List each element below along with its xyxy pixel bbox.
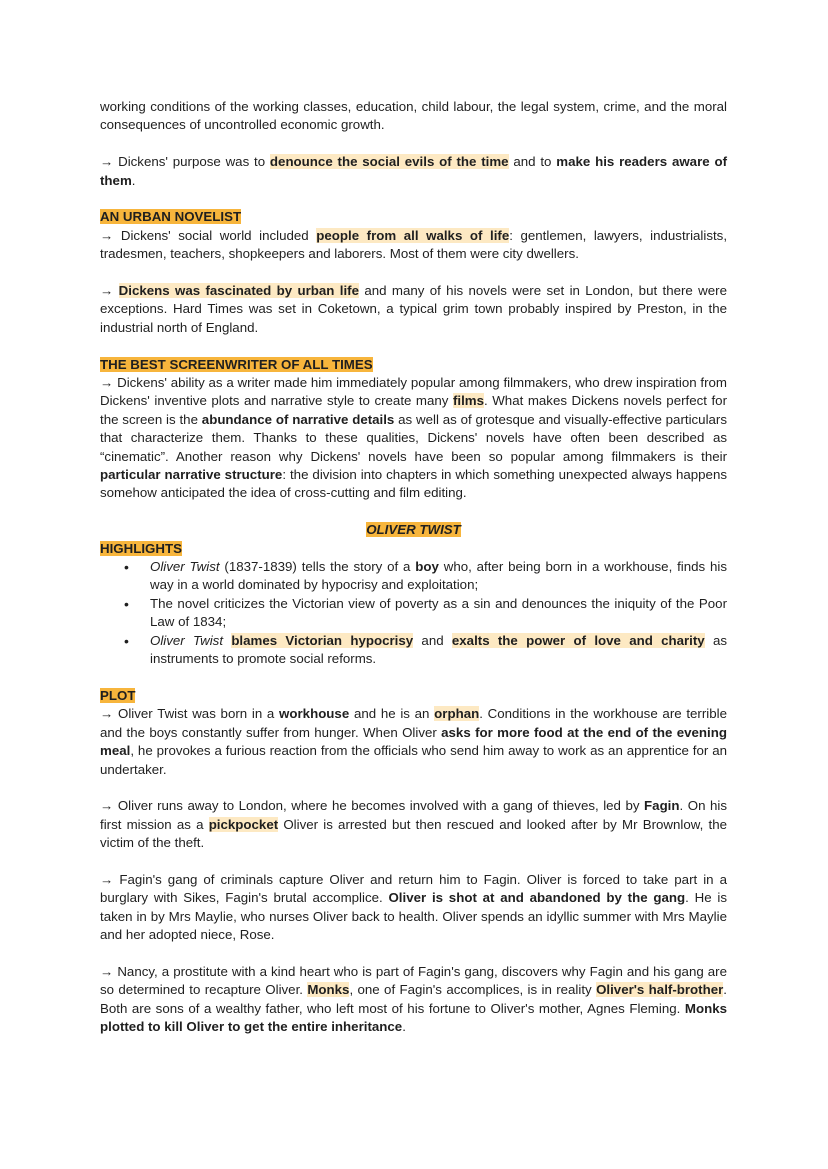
document-page	[100, 98, 727, 1037]
plot-paragraph-3: → Fagin's gang of criminals capture Oliver and return him to Fagin. Oliver is forced to take part in a burglary with Sikes, Fagin's brutal accomplice. Oliver is shot at and abandoned by the gang. He is taken in by Mrs Maylie, who nurses Oliver back to health. Oliver spends an idyllic summer with Mrs Maylie and her adopted niece, Rose.	[100, 871, 727, 943]
urban-paragraph-1: → Dickens' social world included people from all walks of life: gentlemen, lawyers, industrialists, tradesmen, teachers, shopkeepers and laborers. Most of them were city dwellers.	[100, 227, 728, 262]
list-item: • Oliver Twist (1837-1839) tells the story of a boy who, after being born in a workhouse, finds his way in a world dominated by hypocrisy and exploitation;	[150, 558, 727, 595]
plot-paragraph-4: → Nancy, a prostitute with a kind heart who is part of Fagin's gang, discovers why Fagin and his gang are so determined to recapture Oliver. Monks, one of Fagin's accomplices, is in reality Oliver's half-brother. Both are sons of a wealthy father, who left most of his fortune to Oliver's mother, Agnes Fleming. Monks plotted to kill Oliver to get the entire inheritance.	[100, 963, 727, 1035]
highlights-heading: HIGHLIGHTS	[100, 540, 182, 556]
urban-paragraph-2: → Dickens was fascinated by urban life and many of his novels were set in London, but there were exceptions. Hard Times was set in Coketown, a typical grim town probably inspired by Preston, in the industrial north of England.	[100, 283, 727, 335]
purpose-paragraph: → Dickens' purpose was to denounce the social evils of the time and to make his readers aware of them.	[100, 154, 727, 188]
list-item: • Oliver Twist blames Victorian hypocrisy and exalts the power of love and charity as instruments to promote social reforms.	[150, 632, 727, 669]
highlights-list	[100, 558, 727, 668]
plot-heading: PLOT	[100, 687, 136, 703]
screenwriter-paragraph: → Dickens' ability as a writer made him immediately popular among filmmakers, who drew inspiration from Dickens' inventive plots and narrative style to create many films. What makes Dickens novels perfect for the screen is the abundance of narrative details as well as of grotesque and visually-effective particulars that characterize them. Thanks to these qualities, Dickens' novels have often been described as “cinematic”. Another reason why Dickens' novels have been so popular among filmmakers is their particular narrative structure: the division into chapters in which something unexpected always happens somehow anticipated the idea of cross-cutting and film editing.	[100, 375, 727, 501]
intro-paragraph: working conditions of the working classes, education, child labour, the legal system, crime, and the moral consequences of uncontrolled economic growth.	[100, 99, 727, 133]
urban-heading: AN URBAN NOVELIST	[100, 209, 242, 225]
list-item: • The novel criticizes the Victorian view of poverty as a sin and denounces the iniquity of the Poor Law of 1834;	[150, 595, 727, 632]
screenwriter-heading: THE BEST SCREENWRITER OF ALL TIMES	[100, 356, 373, 372]
oliver-twist-title: OLIVER TWIST	[366, 522, 461, 538]
plot-paragraph-1: → Oliver Twist was born in a workhouse and he is an orphan. Conditions in the workhouse are terrible and the boys constantly suffer from hunger. When Oliver asks for more food at the end of the evening meal, he provokes a furious reaction from the officials who send him away to work as an apprentice for an undertaker.	[100, 706, 727, 777]
plot-paragraph-2: → Oliver runs away to London, where he becomes involved with a gang of thieves, led by Fagin. On his first mission as a pickpocket Oliver is arrested but then rescued and looked after by Mr Brownlow, the victim of the theft.	[100, 798, 727, 851]
